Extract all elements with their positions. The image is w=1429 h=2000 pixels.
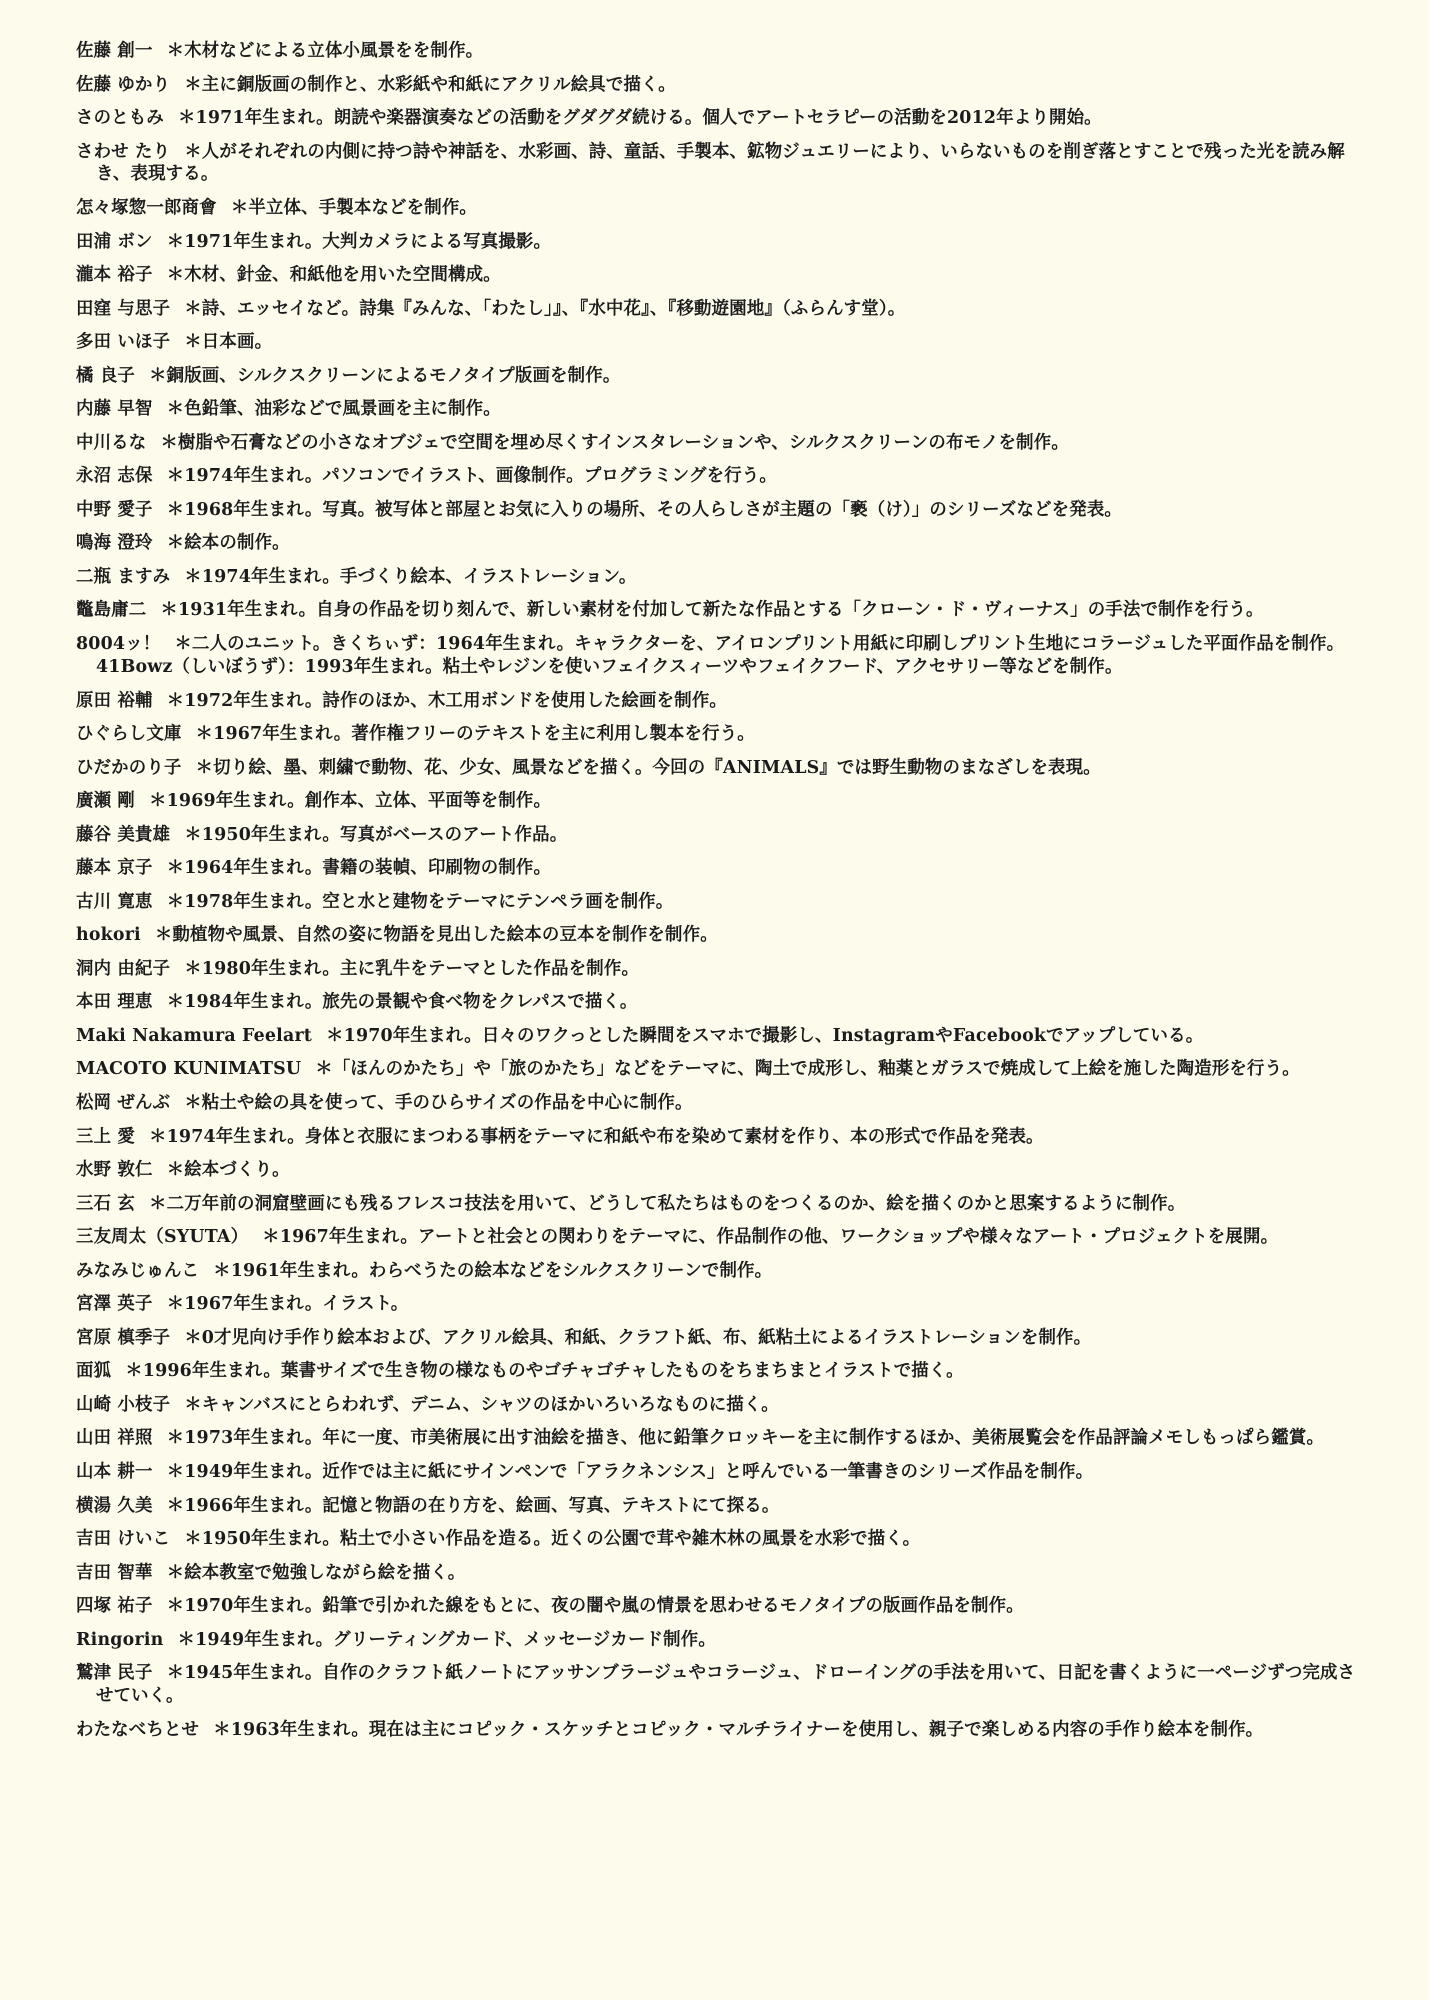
artist-description: ＊1968年生まれ。写真。被写体と部屋とお気に入りの場所、その人らしさが主題の「褻（け）」のシリーズなどを発表。 [166, 499, 1123, 520]
artist-description: ＊1996年生まれ。葉書サイズで生き物の様なものやゴチャゴチャしたものをちまちまとイラストで描く。 [125, 1361, 964, 1381]
artist-description: ＊木材などによる立体小風景をを制作。 [166, 41, 484, 61]
artist-description: ＊キャンバスにとらわれず、デニム、シャツのほかいろいろなものに描く。 [184, 1394, 779, 1415]
artist-description: ＊粘土や絵の具を使って、手のひらサイズの作品を中心に制作。 [184, 1093, 693, 1113]
artist-entry [76, 958, 1356, 980]
artist-list [76, 40, 1356, 1753]
artist-entry [76, 365, 1356, 387]
artist-description: ＊絵本づくり。 [166, 1160, 290, 1180]
artist-entry [76, 1159, 1356, 1181]
artist-name: 水野 敦仁 [76, 1160, 153, 1180]
artist-name: みなみじゅんこ [76, 1260, 200, 1281]
artist-entry [76, 1293, 1356, 1315]
artist-description: ＊1971年生まれ。大判カメラによる写真撮影。 [166, 231, 552, 252]
artist-entry [76, 1193, 1356, 1215]
artist-name: さわせ たり [76, 141, 171, 162]
artist-name: 佐藤 ゆかり [76, 74, 171, 95]
artist-name: 佐藤 創一 [76, 41, 153, 61]
artist-description: ＊1967年生まれ。アートと社会との関わりをテーマに、作品制作の他、ワークショップや様々なアート・プロジェクトを展開。 [262, 1227, 1279, 1247]
artist-name: 三上 愛 [76, 1126, 136, 1147]
artist-name: 田浦 ボン [76, 231, 153, 252]
artist-description: ＊「ほんのかたち」や「旅のかたち」などをテーマに、陶土で成形し、釉薬とガラスで焼成して上絵を施した陶造形を行う。 [315, 1059, 1300, 1079]
artist-description: ＊1964年生まれ。書籍の装幀、印刷物の制作。 [166, 858, 552, 878]
artist-name: 吉田 けいこ [76, 1529, 171, 1549]
artist-description: ＊1945年生まれ。自作のクラフト紙ノートにアッサンブラージュやコラージュ、ドローイングの手法を用いて、日記を書くように一ページずつ完成させていく。 [96, 1663, 1356, 1706]
artist-description: ＊人がそれぞれの内側に持つ詩や神話を、水彩画、詩、童話、手製本、鉱物ジュエリーにより、いらないものを削ぎ落とすことで残った光を読み解き、表現する。 [96, 141, 1345, 184]
artist-entry [76, 40, 1356, 62]
artist-name: 鼈島庸二 [76, 600, 147, 620]
artist-description: ＊1974年生まれ。パソコンでイラスト、画像制作。プログラミングを行う。 [166, 466, 777, 486]
artist-name: 中川るな [76, 432, 147, 453]
artist-entry [76, 331, 1356, 353]
artist-entry [76, 566, 1356, 588]
artist-description: ＊木材、針金、和紙他を用いた空間構成。 [166, 265, 501, 285]
artist-description: ＊1974年生まれ。手づくり絵本、イラストレーション。 [184, 566, 637, 587]
artist-name: 内藤 早智 [76, 399, 153, 419]
artist-name: 廣瀬 剛 [76, 791, 136, 811]
artist-entry [76, 264, 1356, 286]
artist-name: 瀧本 裕子 [76, 265, 153, 285]
artist-name: 藤谷 美貴雄 [76, 824, 171, 845]
artist-entry [76, 1461, 1356, 1483]
artist-name: ひぐらし文庫 [76, 724, 182, 744]
artist-entry [76, 1260, 1356, 1282]
artist-name: Maki Nakamura Feelart [76, 1025, 313, 1046]
artist-entry [76, 824, 1356, 846]
artist-name: 宮澤 英子 [76, 1294, 153, 1314]
artist-entry [76, 1058, 1356, 1081]
artist-name: 橘 良子 [76, 365, 136, 386]
artist-description: ＊1970年生まれ。鉛筆で引かれた線をもとに、夜の闇や嵐の情景を思わせるモノタイプの版画作品を制作。 [166, 1596, 1024, 1616]
artist-entry [76, 231, 1356, 253]
artist-description: ＊1966年生まれ。記憶と物語の在り方を、絵画、写真、テキストにて探る。 [166, 1495, 780, 1516]
artist-entry [76, 857, 1356, 879]
artist-description: ＊1950年生まれ。写真がベースのアート作品。 [184, 824, 568, 845]
artist-name: MACOTO KUNIMATSU [76, 1059, 302, 1079]
artist-description: ＊1980年生まれ。主に乳牛をテーマとした作品を制作。 [184, 958, 640, 979]
artist-description: ＊二万年前の洞窟壁画にも残るフレスコ技法を用いて、どうして私たちはものをつくるのか、絵を描くのかと思案するように制作。 [149, 1193, 1186, 1214]
artist-description: ＊絵本の制作。 [166, 533, 290, 553]
artist-name: 山田 祥照 [76, 1428, 153, 1448]
artist-description: ＊1974年生まれ。身体と衣服にまつわる事柄をテーマに和紙や布を染めて素材を作り、本の形式で作品を発表。 [149, 1126, 1044, 1147]
artist-entry [76, 1662, 1356, 1707]
artist-entry [76, 1126, 1356, 1148]
artist-entry [76, 1092, 1356, 1114]
artist-entry [76, 757, 1356, 779]
artist-entry [76, 1394, 1356, 1416]
artist-entry [76, 991, 1356, 1013]
artist-name: 鳴海 澄玲 [76, 533, 153, 553]
artist-entry [76, 1562, 1356, 1584]
artist-entry [76, 1327, 1356, 1349]
artist-description: ＊1973年生まれ。年に一度、市美術展に出す油絵を描き、他に鉛筆クロッキーを主に制作するほか、美術展覧会を作品評論メモしもっぱら鑑賞。 [166, 1428, 1325, 1448]
artist-entry [76, 1629, 1356, 1651]
artist-entry [76, 1595, 1356, 1617]
artist-description: ＊1967年生まれ。著作権フリーのテキストを主に利用し製本を行う。 [195, 724, 755, 744]
artist-entry [76, 298, 1356, 320]
artist-entry [76, 532, 1356, 554]
artist-description: ＊1969年生まれ。創作本、立体、平面等を制作。 [149, 791, 552, 811]
artist-entry [76, 499, 1356, 521]
artist-entry [76, 1226, 1356, 1248]
artist-description: ＊1961年生まれ。わらべうたの絵本などをシルクスクリーンで制作。 [213, 1260, 773, 1281]
artist-name: hokori [76, 925, 141, 945]
artist-description: ＊1931年生まれ。自身の作品を切り刻んで、新しい素材を付加して新たな作品とする「クローン・ド・ヴィーナス」の手法で制作を行う。 [160, 600, 1264, 620]
artist-name: 田窪 与思子 [76, 298, 171, 319]
artist-description: ＊半立体、手製本などを制作。 [230, 198, 478, 218]
artist-entry [76, 1360, 1356, 1382]
artist-name: わたなべちとせ [76, 1719, 200, 1740]
artist-name: 松岡 ぜんぶ [76, 1093, 171, 1113]
artist-name: 原田 裕輔 [76, 690, 153, 711]
artist-name: 四塚 祐子 [76, 1596, 153, 1616]
artist-description: ＊色鉛筆、油彩などで風景画を主に制作。 [166, 399, 501, 419]
artist-name: 永沼 志保 [76, 466, 153, 486]
artist-entry [76, 465, 1356, 487]
artist-name: 本田 理恵 [76, 992, 153, 1012]
artist-description: ＊1971年生まれ。朗読や楽器演奏などの活動をグダグダ続ける。個人でアートセラピーの活動を2012年より開始。 [177, 108, 1102, 128]
artist-description: ＊1972年生まれ。詩作のほか、木工用ボンドを使用した絵画を制作。 [166, 690, 728, 711]
artist-name: 中野 愛子 [76, 499, 153, 520]
artist-name: 多田 いほ子 [76, 332, 171, 352]
artist-name: さのともみ [76, 108, 164, 128]
artist-name: 怎々塚惣一郎商會 [76, 198, 217, 218]
artist-name: 洞内 由紀子 [76, 958, 171, 979]
artist-entry [76, 1025, 1356, 1047]
artist-description: ＊1970年生まれ。日々のワクっとした瞬間をスマホで撮影し、InstagramやFacebookでアップしている。 [326, 1025, 1204, 1046]
artist-entry [76, 690, 1356, 712]
artist-description: ＊日本画。 [184, 332, 273, 352]
artist-description: ＊1978年生まれ。空と水と建物をテーマにテンペラ画を制作。 [166, 891, 674, 912]
artist-entry [76, 432, 1356, 454]
artist-entry [76, 1495, 1356, 1517]
artist-entry [76, 197, 1356, 219]
artist-entry [76, 891, 1356, 913]
artist-description: ＊銅版画、シルクスクリーンによるモノタイプ版画を制作。 [149, 365, 621, 386]
artist-description: ＊1963年生まれ。現在は主にコピック・スケッチとコピック・マルチライナーを使用し、親子で楽しめる内容の手作り絵本を制作。 [213, 1719, 1264, 1740]
artist-name: 面狐 [76, 1361, 112, 1381]
artist-description: ＊絵本教室で勉強しながら絵を描く。 [166, 1562, 466, 1583]
artist-description: ＊二人のユニット。きくちぃず：1964年生まれ。キャラクターを、アイロンプリント用紙に印刷しプリント生地にコラージュした平面作品を制作。41Bowz（しいぼうず）：1993年生まれ。粘土やレジンを使いフェイクスィーツやフェイクフード、アクセサリー等などを制作。 [96, 634, 1345, 677]
artist-name: Ringorin [76, 1629, 164, 1650]
artist-entry [76, 74, 1356, 96]
artist-entry [76, 599, 1356, 622]
artist-entry [76, 107, 1356, 129]
artist-entry [76, 1427, 1356, 1450]
artist-name: 鷲津 民子 [76, 1663, 153, 1683]
artist-description: ＊切り絵、墨、刺繍で動物、花、少女、風景などを描く。今回の『ANIMALS』では野生動物のまなざしを表現。 [195, 757, 1101, 778]
artist-name: ひだかのり子 [76, 757, 182, 778]
artist-name: 宮原 槙季子 [76, 1327, 171, 1348]
artist-description: ＊1984年生まれ。旅先の景観や食べ物をクレパスで描く。 [166, 992, 638, 1012]
artist-name: 三友周太（SYUTA） [76, 1227, 249, 1247]
artist-name: 8004ッ！ [76, 634, 161, 654]
artist-description: ＊0才児向け手作り絵本および、アクリル絵具、和紙、クラフト紙、布、紙粘土によるイラストレーションを制作。 [184, 1327, 1092, 1348]
artist-name: 藤本 京子 [76, 858, 153, 878]
artist-entry [76, 723, 1356, 745]
artist-description: ＊1949年生まれ。グリーティングカード、メッセージカード制作。 [177, 1629, 716, 1650]
artist-name: 吉田 智華 [76, 1562, 153, 1583]
artist-entry [76, 141, 1356, 186]
artist-description: ＊詩、エッセイなど。詩集『みんな、「わたし」』、『水中花』、『移動遊園地』（ふらんす堂）。 [184, 298, 906, 319]
artist-name: 山崎 小枝子 [76, 1394, 171, 1415]
artist-description: ＊1949年生まれ。近作では主に紙にサインペンで「アラクネンシス」と呼んでいる一筆書きのシリーズ作品を制作。 [166, 1462, 1094, 1482]
artist-entry [76, 1719, 1356, 1742]
artist-name: 山本 耕一 [76, 1462, 153, 1482]
artist-description: ＊樹脂や石膏などの小さなオブジェで空間を埋め尽くすインスタレーションや、シルクスクリーンの布モノを制作。 [160, 432, 1069, 453]
artist-name: 横湯 久美 [76, 1495, 153, 1516]
artist-entry [76, 924, 1356, 946]
artist-name: 二瓶 ますみ [76, 566, 171, 587]
artist-name: 古川 寛恵 [76, 891, 153, 912]
artist-name: 三石 玄 [76, 1193, 136, 1214]
artist-entry [76, 790, 1356, 812]
artist-description: ＊主に銅版画の制作と、水彩紙や和紙にアクリル絵具で描く。 [184, 74, 676, 95]
artist-entry [76, 398, 1356, 420]
artist-entry [76, 1528, 1356, 1550]
artist-entry [76, 633, 1356, 678]
artist-description: ＊動植物や風景、自然の姿に物語を見出した絵本の豆本を制作を制作。 [154, 925, 718, 945]
artist-description: ＊1967年生まれ。イラスト。 [166, 1294, 409, 1314]
artist-description: ＊1950年生まれ。粘土で小さい作品を造る。近くの公園で茸や雑木林の風景を水彩で描く。 [184, 1529, 921, 1549]
